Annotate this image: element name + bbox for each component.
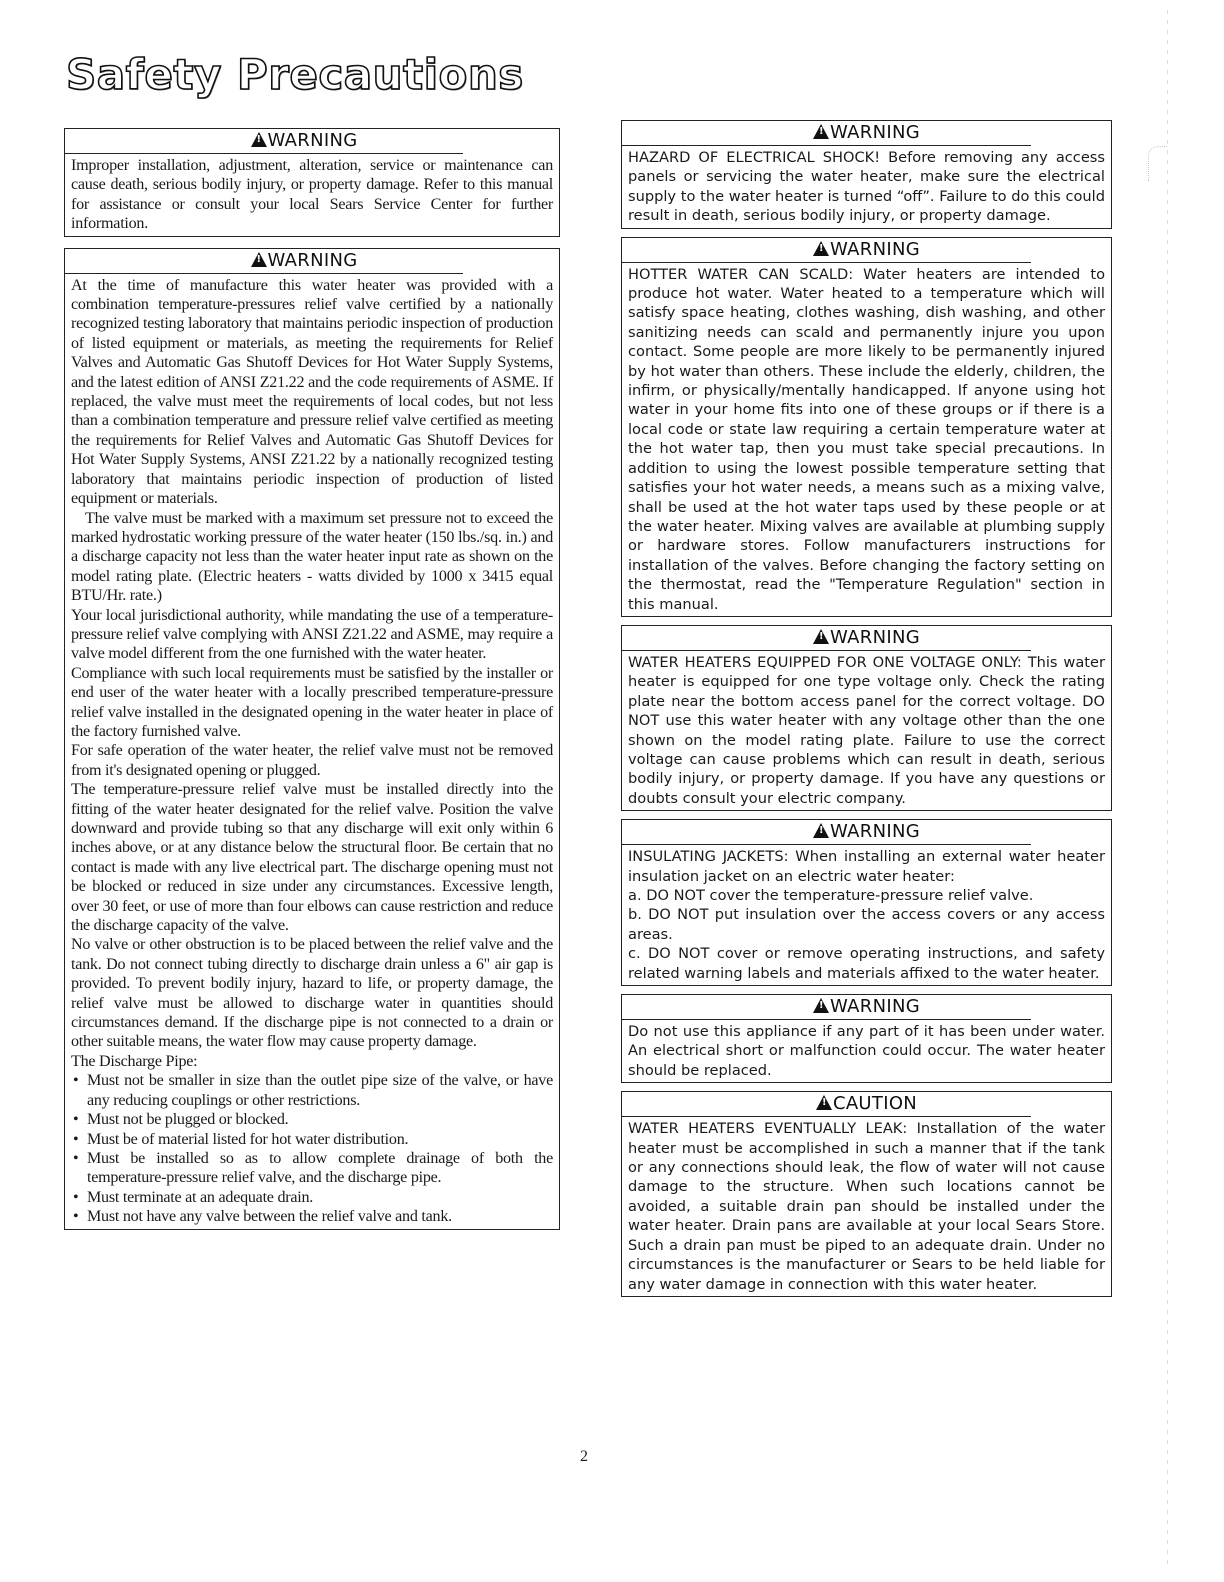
page-title: Safety Precautions	[66, 50, 524, 99]
warning-heading	[622, 820, 1031, 845]
scan-edge-line	[1167, 10, 1168, 1570]
warning-heading-label: WARNING	[267, 130, 358, 151]
warning-paragraph: The temperature-pressure relief valve must be installed directly into the fitting of the water heater designated for the relief valve. Position the valve downward and provide tubing so that any discharge will exit only within 6 inches above, or at any distance below the structural floor. Be certain that no contact is made with any live electrical part. The discharge opening must not be blocked or reduced in size under any circumstances. Excessive length, over 30 feet, or use of more than four elbows can cause restriction and reduce the discharge capacity of the valve.	[71, 781, 553, 935]
warning-heading-label: WARNING	[830, 996, 920, 1018]
warning-triangle-icon	[251, 252, 267, 267]
warning-list-item: b. DO NOT put insulation over the access covers or any access areas.	[628, 906, 1105, 943]
scan-artifact	[1148, 146, 1167, 181]
warning-body	[622, 651, 1111, 810]
caution-body	[622, 1117, 1111, 1296]
warning-triangle-icon	[813, 124, 829, 139]
warning-heading-label: WARNING	[830, 238, 920, 260]
warning-body	[622, 1020, 1111, 1082]
warning-list-item: c. DO NOT cover or remove operating instructions, and safety related warning labels and materials affixed to the water heater.	[628, 945, 1105, 982]
warning-paragraph: For safe operation of the water heater, the relief valve must not be removed from it's designated opening or plugged.	[71, 742, 553, 779]
left-column	[64, 128, 560, 1241]
warning-body	[622, 263, 1111, 616]
warning-triangle-icon	[251, 132, 267, 147]
warning-box-scald	[621, 237, 1112, 617]
warning-body	[622, 845, 1111, 985]
warning-paragraph: At the time of manufacture this water heater was provided with a combination temperature-pressures relief valve certified by a nationally recognized testing laboratory that maintains periodic inspection of production of listed equipment or materials, as meeting the requirements for Relief Valves and Automatic Gas Shutoff Devices for Hot Water Supply Systems, and the latest edition of ANSI Z21.22 and the code requirements of ASME. If replaced, the valve must meet the requirements of local codes, but not less than a combination temperature and pressure relief valve certified as meeting the requirements for Relief Valves and Automatic Gas Shutoff Devices for Hot Water Supply Systems, ANSI Z21.22 by a nationally recognized testing laboratory that maintains periodic inspection of production of listed equipment or materials.	[71, 276, 553, 508]
warning-triangle-icon	[813, 629, 829, 644]
caution-heading	[622, 1092, 1031, 1117]
list-item: • Must not have any valve between the relief valve and tank.	[71, 1207, 553, 1226]
warning-heading	[622, 121, 1031, 146]
warning-paragraph: Improper installation, adjustment, alteration, service or maintenance can cause death, serious bodily injury, or property damage. Refer to this manual for assistance or consult your local Sears Service Center for further information.	[71, 157, 553, 233]
list-item: • Must not be plugged or blocked.	[71, 1110, 553, 1129]
warning-box-relief-valve	[64, 248, 560, 1230]
warning-heading-label: WARNING	[267, 249, 358, 271]
caution-heading-label: CAUTION	[832, 1093, 918, 1115]
list-item: • Must be installed so as to allow complete drainage of both the temperature-pressure relief valve, and the discharge pipe.	[71, 1149, 553, 1188]
list-item: • Must not be smaller in size than the outlet pipe size of the valve, or have any reducing couplings or other restrictions.	[71, 1071, 553, 1110]
list-item: • Must be of material listed for hot water distribution.	[71, 1130, 553, 1149]
caution-box-leak	[621, 1091, 1112, 1297]
page-number: 2	[580, 1448, 588, 1465]
warning-paragraph: No valve or other obstruction is to be placed between the relief valve and the tank. Do not connect tubing directly to discharge drain unless a 6" air gap is provided. To prevent bodily injury, hazard to life, or property damage, the relief valve must be allowed to discharge water in quantities should circumstances demand. If the discharge pipe is not connected to a drain or other suitable means, the water flow may cause property damage.	[71, 936, 553, 1051]
warning-box-insulating-jackets	[621, 819, 1112, 986]
warning-heading	[65, 249, 463, 274]
warning-body	[622, 146, 1111, 228]
warning-box-installation	[64, 128, 560, 237]
caution-paragraph: WATER HEATERS EVENTUALLY LEAK: Installation of the water heater must be accomplished in such a manner that if the tank or any connections should leak, the flow of water will not cause damage to the structure. When such locations cannot be avoided, a suitable drain pan should be installed under the water heater. Drain pans are available at your local Sears Store. Such a drain pan must be piped to an adequate drain. Under no circumstances is the manufacturer or Sears to be held liable for any water damage in connection with this water heater.	[628, 1120, 1105, 1293]
warning-paragraph: HOTTER WATER CAN SCALD: Water heaters are intended to produce hot water. Water heated to a temperature which will satisfy space heating, clothes washing, dish washing, and other sanitizing needs can scald and permanently injure you upon contact. Some people are more likely to be permanently injured by hot water than others. These include the elderly, children, the infirm, or physically/mentally handicapped. If anyone using hot water in your home fits into one of these groups or if there is a local code or state law requiring a certain temperature water at the hot water tap, then you must take special precautions. In addition to using the lowest possible temperature setting that satisfies your hot water needs, a means such as a mixing valve, shall be used at the hot water taps used by these people or at the water heater. Mixing valves are available at plumbing supply or hardware stores. Follow manufacturers instructions for installation of the valves. Before changing the factory setting on the thermostat, read the "Temperature Regulation" section in this manual.	[628, 265, 1105, 613]
warning-body	[65, 154, 559, 236]
warning-heading-label: WARNING	[830, 626, 920, 648]
warning-triangle-icon	[816, 1095, 832, 1110]
warning-triangle-icon	[813, 823, 829, 838]
discharge-pipe-list	[71, 1071, 553, 1226]
warning-box-voltage	[621, 625, 1112, 811]
warning-paragraph: HAZARD OF ELECTRICAL SHOCK! Before removing any access panels or servicing the water heater, make sure the electrical supply to the water heater is turned “off”. Failure to do this could result in death, serious bodily injury, or property damage.	[628, 149, 1105, 225]
warning-heading	[65, 129, 463, 154]
warning-triangle-icon	[813, 998, 829, 1013]
warning-heading-label: WARNING	[830, 122, 920, 143]
warning-paragraph: Do not use this appliance if any part of it has been under water. An electrical short or malfunction could occur. The water heater should be replaced.	[628, 1023, 1105, 1079]
warning-paragraph: INSULATING JACKETS: When installing an external water heater insulation jacket on an electric water heater:	[628, 848, 1105, 885]
warning-heading	[622, 238, 1031, 263]
warning-box-electrical-shock	[621, 120, 1112, 229]
warning-heading	[622, 995, 1031, 1020]
warning-paragraph: Compliance with such local requirements must be satisfied by the installer or end user of the water heater with a locally prescribed temperature-pressure relief valve installed in the designated opening in the water heater in place of the factory furnished valve.	[71, 664, 553, 740]
list-item: • Must terminate at an adequate drain.	[71, 1188, 553, 1207]
warning-list-item: a. DO NOT cover the temperature-pressure relief valve.	[628, 887, 1034, 904]
warning-box-under-water	[621, 994, 1112, 1083]
warning-paragraph: Your local jurisdictional authority, while mandating the use of a temperature-pressure relief valve complying with ANSI Z21.22 and ASME, may require a valve model different from the one furnished with the water heater.	[71, 606, 553, 663]
discharge-pipe-label: The Discharge Pipe:	[71, 1052, 198, 1070]
warning-paragraph: The valve must be marked with a maximum set pressure not to exceed the marked hydrostatic working pressure of the water heater (150 lbs./sq. in.) and a discharge capacity not less than the water heater input rate as shown on the model rating plate. (Electric heaters - watts divided by 1000 x 3415 equal BTU/Hr. rate.)	[71, 509, 553, 605]
warning-triangle-icon	[813, 241, 829, 256]
warning-heading	[622, 626, 1031, 651]
warning-heading-label: WARNING	[830, 821, 920, 843]
right-column	[621, 120, 1112, 1305]
warning-paragraph: WATER HEATERS EQUIPPED FOR ONE VOLTAGE ONLY: This water heater is equipped for one type voltage only. Check the rating plate near the bottom access panel for the correct voltage. DO NOT use this water heater with any voltage other than the one shown on the model rating plate. Failure to use the correct voltage can cause problems which can result in death, serious bodily injury, or property damage. If you have any questions or doubts consult your electric company.	[628, 653, 1105, 807]
warning-body	[65, 274, 559, 1229]
